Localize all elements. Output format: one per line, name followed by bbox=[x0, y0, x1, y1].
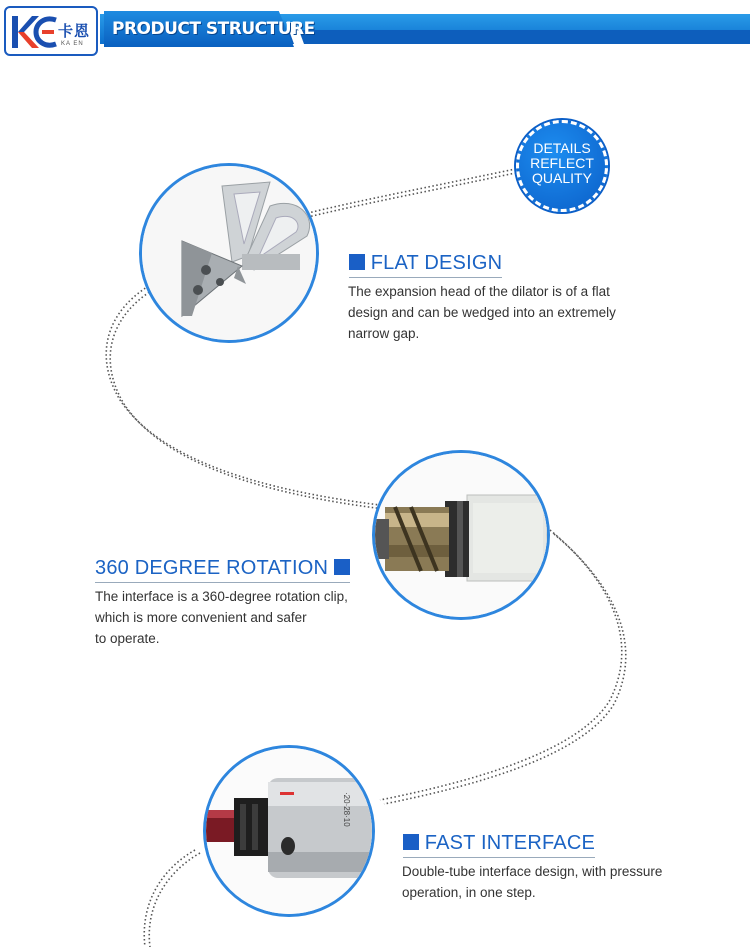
feature-desc-rotation bbox=[95, 586, 348, 649]
feature-title-rotation bbox=[95, 557, 350, 583]
fast-interface-image bbox=[206, 748, 372, 914]
quality-badge bbox=[516, 120, 608, 212]
rotation-clip-photo bbox=[372, 450, 550, 620]
desc-line: operation, in one step. bbox=[402, 885, 536, 900]
feature-desc-flat-design bbox=[348, 281, 616, 344]
badge-line-3: QUALITY bbox=[532, 170, 592, 186]
feature-title-text: FLAT DESIGN bbox=[370, 252, 503, 274]
brand-name-latin: KA EN bbox=[61, 41, 84, 47]
rotation-clip-image bbox=[375, 453, 547, 617]
square-bullet-icon bbox=[349, 254, 365, 270]
square-bullet-icon bbox=[403, 834, 419, 850]
flat-design-photo bbox=[139, 163, 319, 343]
badge-line-2: REFLECT bbox=[530, 155, 594, 171]
fast-interface-photo bbox=[203, 745, 375, 917]
feature-title-text: 360 DEGREE ROTATION bbox=[95, 557, 329, 579]
desc-line: design and can be wedged into an extremely bbox=[348, 305, 616, 320]
brand-name-chinese: 卡恩 bbox=[58, 22, 91, 40]
feature-title-flat-design bbox=[349, 252, 502, 278]
desc-line: to operate. bbox=[95, 631, 160, 646]
desc-line: The expansion head of the dilator is of a flat bbox=[348, 284, 610, 299]
feature-desc-fast-interface bbox=[402, 861, 662, 903]
feature-title-text: FAST INTERFACE bbox=[424, 832, 596, 854]
desc-line: Double-tube interface design, with pressure bbox=[402, 864, 663, 879]
desc-line: which is more convenient and safer bbox=[95, 610, 307, 625]
page-title: PRODUCT STRUCTURE bbox=[112, 19, 315, 39]
tube-marking: ·20·28·10 bbox=[342, 792, 351, 827]
desc-line: The interface is a 360-degree rotation clip, bbox=[95, 589, 348, 604]
badge-line-1: DETAILS bbox=[533, 140, 591, 156]
dilator-jaws-image bbox=[142, 166, 316, 340]
feature-title-fast-interface bbox=[403, 832, 595, 858]
square-bullet-icon bbox=[334, 559, 350, 575]
desc-line: narrow gap. bbox=[348, 326, 420, 341]
